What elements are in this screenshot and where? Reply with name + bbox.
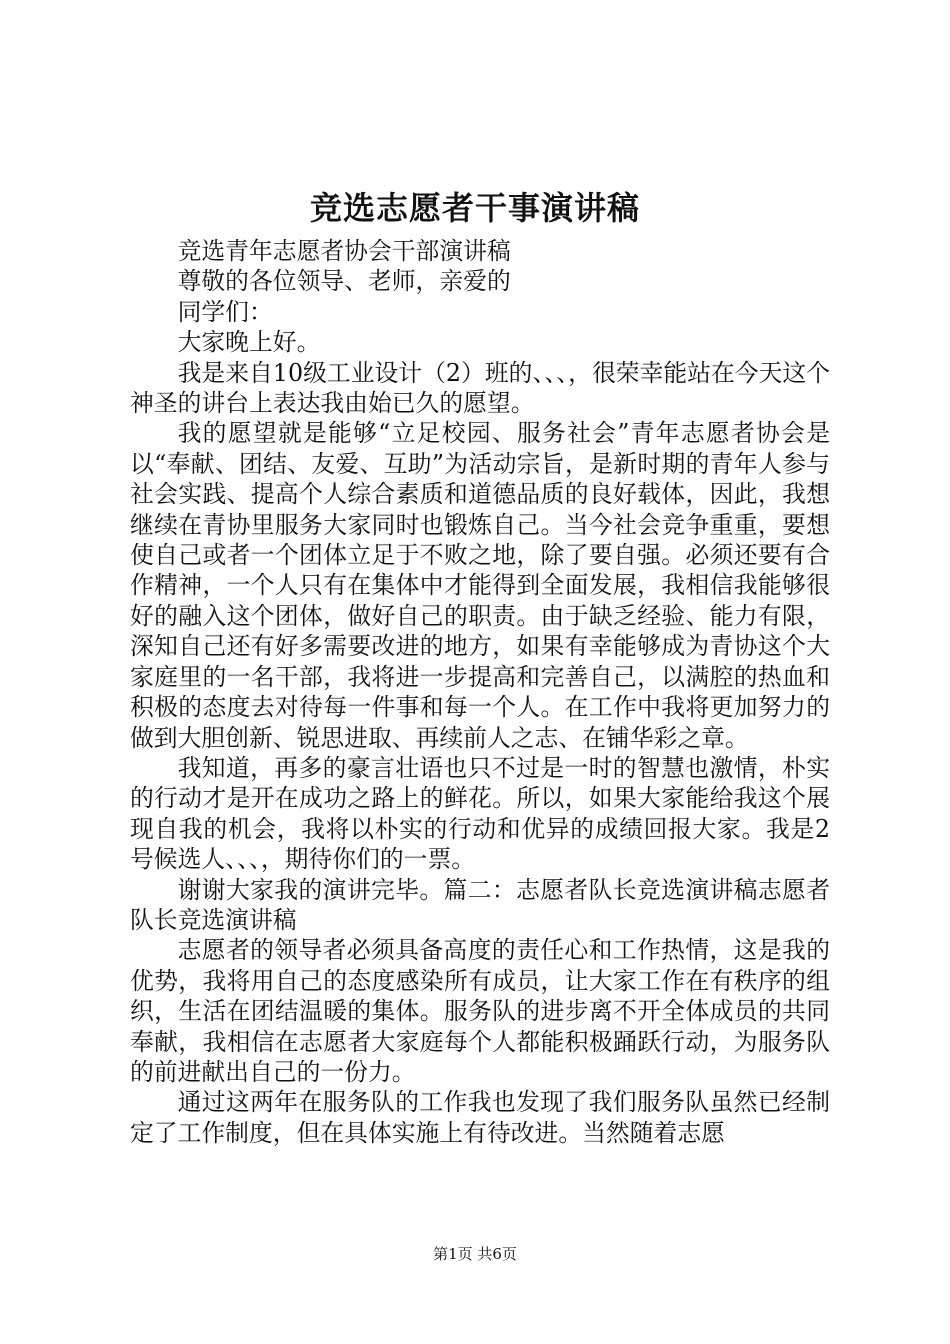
paragraph: 大家晚上好。: [177, 328, 321, 357]
paragraph: 尊敬的各位领导、老师，亲爱的: [177, 267, 511, 296]
paragraph: 志愿者的领导者必须具备高度的责任心和工作热情，这是我的优势，我将用自己的态度感染所有成员，让大家工作在有秩序的组织，生活在团结温暖的集体。服务队的进步离不开全体成员的共同奉献，我相信在志愿者大家庭每个人都能积极踊跃行动，为服务队的前进献出自己的一份力。: [130, 936, 830, 1086]
paragraph: 我是来自10级工业设计（2）班的、、、，很荣幸能站在今天这个神圣的讲台上表达我由始已久的愿望。: [130, 358, 830, 418]
paragraph: 同学们：: [177, 297, 273, 326]
paragraph: 我的愿望就是能够“立足校园、服务社会”青年志愿者协会是以“奉献、团结、友爱、互助”为活动宗旨，是新时期的青年人参与社会实践、提高个人综合素质和道德品质的良好载体，因此，我想继续在青协里服务大家同时也锻炼自己。当今社会竞争重重，要想使自己或者一个团体立足于不败之地，除了要自强。必须还要有合作精神，一个人只有在集体中才能得到全面发展，我相信我能够很好的融入这个团体，做好自己的职责。由于缺乏经验、能力有限，深知自己还有好多需要改进的地方，如果有幸能够成为青协这个大家庭里的一名干部，我将进一步提高和完善自己，以满腔的热血和积极的态度去对待每一件事和每一个人。在工作中我将更加努力的做到大胆创新、锐思进取、再续前人之志、在铺华彩之章。: [130, 419, 830, 752]
paragraph: 竞选青年志愿者协会干部演讲稿: [177, 237, 511, 265]
paragraph: 谢谢大家我的演讲完毕。篇二：志愿者队长竞选演讲稿志愿者队长竞选演讲稿: [130, 875, 830, 934]
page-footer: 第1页 共6页: [433, 1245, 517, 1263]
paragraph: 通过这两年在服务队的工作我也发现了我们服务队虽然已经制定了工作制度，但在具体实施上有待改进。当然随着志愿: [130, 1088, 830, 1147]
paragraph: 我知道，再多的豪言壮语也只不过是一时的智慧也激情，朴实的行动才是开在成功之路上的鲜花。所以，如果大家能给我这个展现自我的机会，我将以朴实的行动和优异的成绩回报大家。我是2号候选人、、、，期待你们的一票。: [130, 753, 830, 874]
document-body: [130, 236, 830, 1148]
document-title: 竞选志愿者干事演讲稿: [309, 189, 640, 227]
